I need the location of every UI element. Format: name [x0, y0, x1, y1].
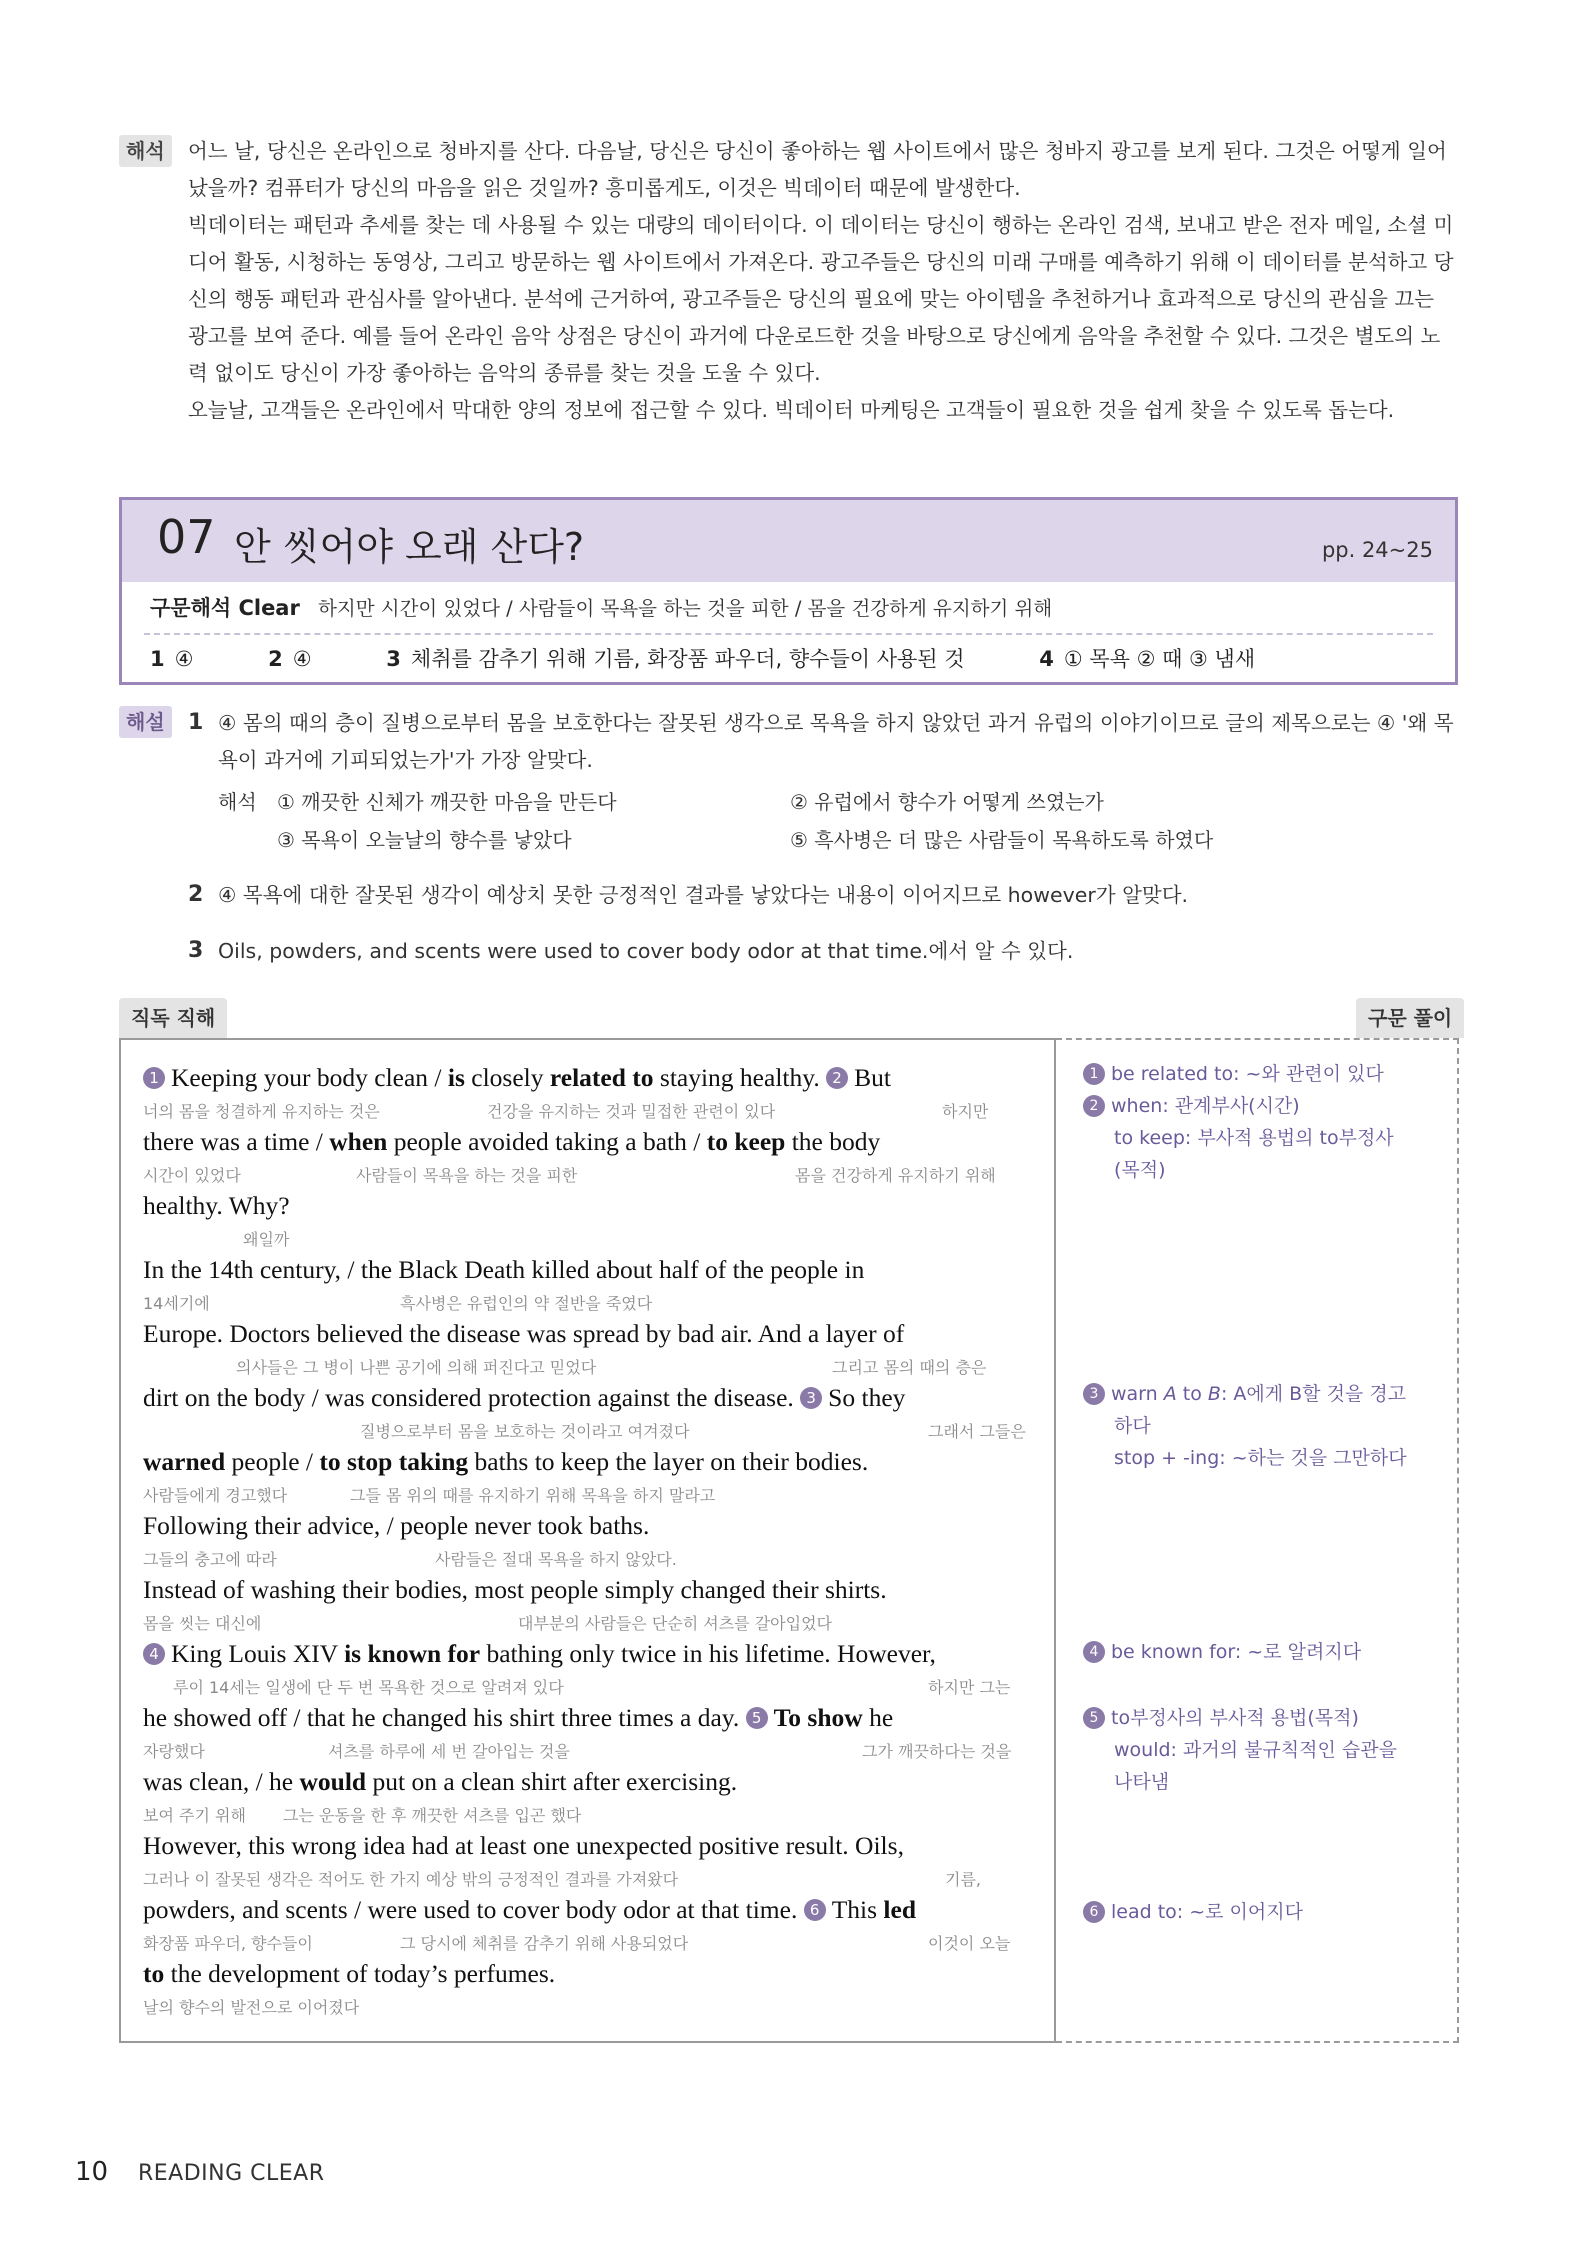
gloss: 자랑했다	[143, 1742, 205, 1761]
syntax-label: 구문해석 Clear	[150, 596, 300, 620]
gloss: 루이 14세는 일생에 단 두 번 목욕한 것으로 알려져 있다	[173, 1678, 564, 1697]
sub-label: 해석	[218, 790, 257, 814]
reading-line: 1 Keeping your body clean / is closely related to staying healthy. 2 But	[143, 1063, 891, 1093]
answer-item: 2 ④	[268, 647, 312, 671]
translation-line: 신의 행동 패턴과 관심사를 알아낸다. 분석에 근거하여, 광고주들은 당신의 필요에 맞는 아이템을 추천하거나 효과적으로 당신의 관심을 끄는	[188, 287, 1435, 311]
section-title-bar	[122, 500, 1455, 582]
gloss: 셔츠를 하루에 세 번 갈아입는 것을	[328, 1742, 570, 1761]
gloss: 흑사병은 유럽인의 약 절반을 죽였다	[400, 1294, 653, 1313]
translation-line: 어느 날, 당신은 온라인으로 청바지를 산다. 다음날, 당신은 당신이 좋아하는 웹 사이트에서 많은 청바지 광고를 보게 된다. 그것은 어떻게 일어	[188, 139, 1447, 163]
gloss: 그가 깨끗하다는 것을	[862, 1742, 1012, 1761]
reading-line: warned people / to stop taking baths to keep the layer on their bodies.	[143, 1447, 869, 1476]
reading-line: However, this wrong idea had at least one unexpected positive result. Oils,	[143, 1831, 904, 1860]
choice-5: ⑤ 흑사병은 더 많은 사람들이 목욕하도록 하였다	[790, 828, 1214, 852]
reading-line: there was a time / when people avoided taking a bath / to keep the body	[143, 1127, 881, 1156]
note-5c: 나타냄	[1114, 1771, 1170, 1793]
explanation-item-2-num: 2	[188, 882, 204, 907]
gloss: 하지만	[942, 1102, 989, 1121]
translation-text	[188, 133, 1463, 429]
syntax-clear	[150, 592, 1052, 622]
reading-line: Europe. Doctors believed the disease was spread by bad air. And a layer of	[143, 1319, 905, 1348]
answer-item: 4 ① 목욕 ② 때 ③ 냄새	[1039, 647, 1256, 671]
explanation-item-2: ④ 목욕에 대한 잘못된 생각이 예상치 못한 긍정적인 결과를 낳았다는 내용이 이어지므로 however가 알맞다.	[218, 883, 1189, 907]
gloss: 날의 향수의 발전으로 이어졌다	[143, 1998, 360, 2017]
gloss: 그러나 이 잘못된 생각은 적어도 한 가지 예상 밖의 긍정적인 결과를 가져왔다	[143, 1870, 679, 1889]
gloss: 기름,	[945, 1870, 981, 1889]
gloss: 보여 주기 위해	[143, 1806, 246, 1825]
explanation-item-3-num: 3	[188, 938, 204, 963]
section-number: 07	[157, 510, 216, 564]
gloss: 화장품 파우더, 향수들이	[143, 1934, 313, 1953]
note-3b: 하다	[1114, 1415, 1151, 1437]
gloss: 14세기에	[143, 1294, 210, 1313]
reading-line: powders, and scents / were used to cover body odor at that time. 6 This led	[143, 1895, 917, 1924]
gloss: 사람들은 절대 목욕을 하지 않았다.	[435, 1550, 677, 1569]
item3-korean: 에서 알 수 있다.	[928, 939, 1074, 963]
gloss: 하지만 그는	[928, 1678, 1011, 1697]
choice-2: ② 유럽에서 향수가 어떻게 쓰였는가	[790, 790, 1104, 814]
gloss: 그는 운동을 한 후 깨끗한 셔츠를 입곤 했다	[283, 1806, 582, 1825]
book-title: READING CLEAR	[138, 2161, 325, 2186]
tab-syntax-notes: 구문 풀이	[1356, 998, 1464, 1038]
translation-line: 오늘날, 고객들은 온라인에서 막대한 양의 정보에 접근할 수 있다. 빅데이터 마케팅은 고객들이 필요한 것을 쉽게 찾을 수 있도록 돕는다.	[188, 398, 1395, 422]
gloss: 사람들이 목욕을 하는 것을 피한	[356, 1166, 578, 1185]
reading-line: In the 14th century, / the Black Death killed about half of the people in	[143, 1255, 865, 1284]
answer-item: 3 체취를 감추기 위해 기름, 화장품 파우더, 향수들이 사용된 것	[386, 647, 965, 671]
gloss: 건강을 유지하는 것과 밀접한 관련이 있다	[487, 1102, 776, 1121]
note-4: 4 be known for: ~로 알려지다	[1083, 1636, 1361, 1668]
translation-line: 광고를 보여 준다. 예를 들어 온라인 음악 상점은 당신이 과거에 다운로드한 것을 바탕으로 당신에게 음악을 추천할 수 있다. 그것은 별도의 노	[188, 324, 1441, 348]
gloss: 대부분의 사람들은 단순히 셔츠를 갈아입었다	[518, 1614, 833, 1633]
translation-line: 났을까? 컴퓨터가 당신의 마음을 읽은 것일까? 흥미롭게도, 이것은 빅데이터 때문에 발생한다.	[188, 176, 1021, 200]
note-3: 3 warn A to B: A에게 B할 것을 경고	[1083, 1378, 1406, 1410]
reading-line: healthy. Why?	[143, 1191, 290, 1220]
choice-3: ③ 목욕이 오늘날의 향수를 낳았다	[277, 828, 572, 852]
gloss: 그리고 몸의 때의 층은	[832, 1358, 987, 1377]
gloss: 그 당시에 체취를 감추기 위해 사용되었다	[400, 1934, 689, 1953]
notes-box	[1056, 1038, 1459, 2043]
gloss: 그들의 충고에 따라	[143, 1550, 277, 1569]
answer-item: 1 ④	[150, 647, 194, 671]
reading-line: was clean, / he would put on a clean shirt after exercising.	[143, 1767, 738, 1796]
item3-english: Oils, powders, and scents were used to cover body odor at that time.	[218, 939, 929, 963]
section-pages: pp. 24~25	[1321, 538, 1433, 562]
translation-line: 빅데이터는 패턴과 추세를 찾는 데 사용될 수 있는 대량의 데이터이다. 이 데이터는 당신이 행하는 온라인 검색, 보내고 받은 전자 메일, 소셜 미	[188, 213, 1454, 237]
choice-1: ① 깨끗한 신체가 깨끗한 마음을 만든다	[277, 790, 617, 814]
tab-direct-reading: 직독 직해	[119, 998, 227, 1038]
explanation-item-3	[218, 933, 1073, 970]
reading-line: he showed off / that he changed his shirt three times a day. 5 To show he	[143, 1703, 894, 1732]
explanation-item-1-num: 1	[188, 710, 204, 735]
note-2c: (목적)	[1114, 1159, 1166, 1181]
gloss: 이것이 오늘	[928, 1934, 1011, 1953]
note-5: 5 to부정사의 부사적 용법(목적)	[1083, 1702, 1359, 1734]
reading-line: Instead of washing their bodies, most people simply changed their shirts.	[143, 1575, 887, 1604]
note-3c: stop + -ing: ~하는 것을 그만하다	[1114, 1447, 1407, 1469]
note-1: 1 be related to: ~와 관련이 있다	[1083, 1058, 1384, 1090]
gloss: 사람들에게 경고했다	[143, 1486, 288, 1505]
gloss: 그래서 그들은	[928, 1422, 1026, 1441]
gloss: 의사들은 그 병이 나쁜 공기에 의해 퍼진다고 믿었다	[236, 1358, 597, 1377]
gloss: 너의 몸을 청결하게 유지하는 것은	[143, 1102, 380, 1121]
reading-line: Following their advice, / people never took baths.	[143, 1511, 650, 1540]
section-title: 안 씻어야 오래 산다?	[234, 525, 585, 569]
gloss: 시간이 있었다	[143, 1166, 241, 1185]
gloss: 왜일까	[243, 1230, 290, 1249]
gloss: 그들 몸 위의 때를 유지하기 위해 목욕을 하지 말라고	[350, 1486, 716, 1505]
translation-tag: 해석	[119, 135, 172, 167]
section-header-box	[119, 497, 1458, 685]
divider	[144, 633, 1433, 635]
translation-line: 디어 활동, 시청하는 동영상, 그리고 방문하는 웹 사이트에서 가져온다. 광고주들은 당신의 미래 구매를 예측하기 위해 이 데이터를 분석하고 당	[188, 250, 1454, 274]
note-6: 6 lead to: ~로 이어지다	[1083, 1896, 1303, 1928]
gloss: 질병으로부터 몸을 보호하는 것이라고 여겨졌다	[360, 1422, 690, 1441]
page-number: 10	[75, 2157, 109, 2187]
syntax-text: 하지만 시간이 있었다 / 사람들이 목욕을 하는 것을 피한 / 몸을 건강하게 유지하기 위해	[318, 597, 1053, 620]
reading-line: 4 King Louis XIV is known for bathing only twice in his lifetime. However,	[143, 1639, 936, 1669]
explanation-item-1: ④ 몸의 때의 층이 질병으로부터 몸을 보호한다는 잘못된 생각으로 목욕을 하지 않았던 과거 유럽의 이야기이므로 글의 제목으로는 ④ '왜 목 욕이 과거에 기피되었는가'가 가장 알맞다.	[218, 711, 1454, 772]
note-2: 2 when: 관계부사(시간)	[1083, 1090, 1300, 1122]
explanation-tag: 해설	[119, 706, 172, 738]
reading-line: to the development of today’s perfumes.	[143, 1959, 556, 1988]
translation-line: 력 없이도 당신이 가장 좋아하는 음악의 종류를 찾는 것을 도울 수 있다.	[188, 361, 821, 385]
note-2b: to keep: 부사적 용법의 to부정사	[1114, 1127, 1394, 1149]
reading-line: dirt on the body / was considered protection against the disease. 3 So they	[143, 1383, 906, 1412]
gloss: 몸을 씻는 대신에	[143, 1614, 262, 1633]
note-5b: would: 과거의 불규칙적인 습관을	[1114, 1739, 1397, 1761]
gloss: 몸을 건강하게 유지하기 위해	[795, 1166, 996, 1185]
answer-key	[150, 643, 1323, 673]
